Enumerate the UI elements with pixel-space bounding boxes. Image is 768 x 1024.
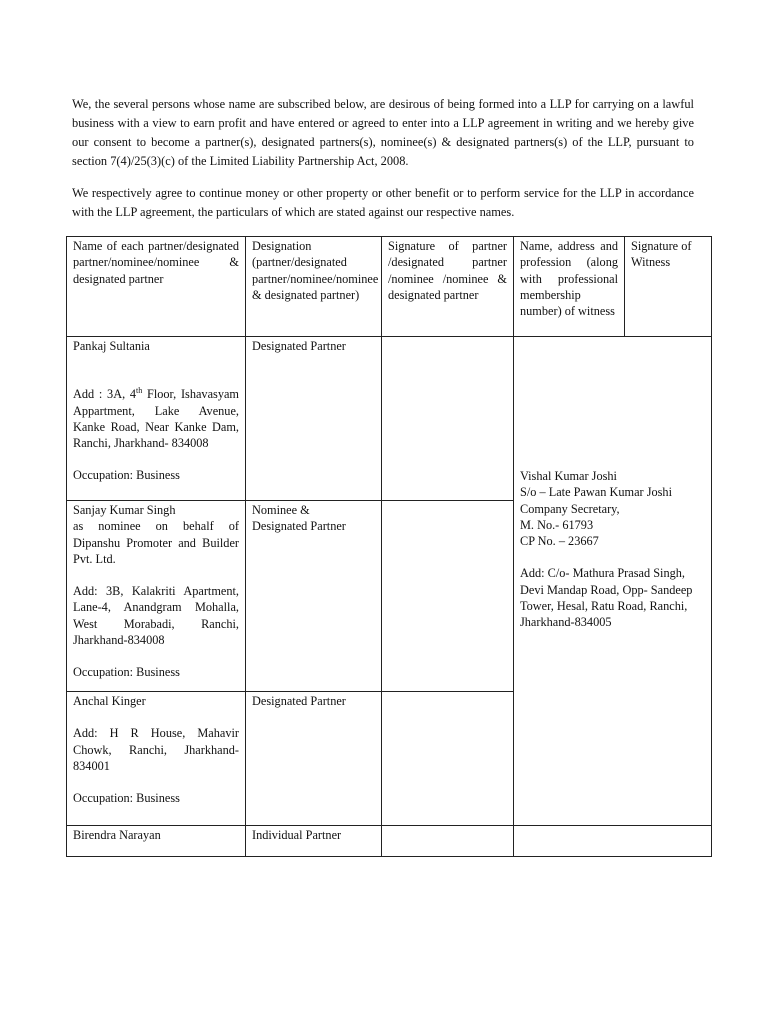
designation-cell: Designated Partner bbox=[246, 692, 382, 826]
partner-occupation: Occupation: Business bbox=[73, 791, 180, 806]
signature-cell bbox=[382, 501, 514, 692]
signature-cell bbox=[382, 337, 514, 501]
signature-cell bbox=[382, 692, 514, 826]
partner-cell bbox=[67, 337, 246, 501]
partner-name: Birendra Narayan bbox=[67, 826, 246, 857]
witness-title: Company Secretary, bbox=[520, 501, 620, 516]
partner-name: Anchal Kinger bbox=[73, 694, 146, 708]
witness-cp-number: CP No. – 23667 bbox=[520, 534, 599, 549]
partner-occupation: Occupation: Business bbox=[73, 665, 180, 680]
partner-cell bbox=[67, 692, 246, 826]
partner-nominee-line: as nominee on behalf of Dipanshu Promoter and Builder Pvt. Ltd. bbox=[73, 519, 239, 566]
header-partner-signature: Signature of partner /designated partner /nominee /nominee & designated partner bbox=[382, 237, 514, 337]
partner-name: Pankaj Sultania bbox=[73, 339, 150, 353]
header-name: Name of each partner/designated partner/nominee/nominee & designated partner bbox=[67, 237, 246, 337]
partner-address: Add: 3B, Kalakriti Apartment, Lane-4, Anandgram Mohalla, West Morabadi, Ranchi, Jharkhand-834008 bbox=[73, 584, 239, 648]
designation-cell: Nominee & Designated Partner bbox=[246, 501, 382, 692]
partner-name: Sanjay Kumar Singh bbox=[73, 503, 176, 517]
designation-cell: Individual Partner bbox=[246, 826, 382, 857]
header-designation: Designation (partner/designated partner/nominee/nominee & designated partner) bbox=[246, 237, 382, 337]
partner-address: Add : 3A, 4th Floor, Ishavasyam Appartment, Lake Avenue, Kanke Road, Near Kanke Dam, Ranchi, Jharkhand- 834008 bbox=[73, 386, 239, 451]
consent-paragraph: We, the several persons whose name are subscribed below, are desirous of being formed into a LLP for carrying on a lawful business with a view to earn profit and have entered or agreed to enter into a LLP agreement in writing and we hereby give our consent to become a partner(s), designated partners(s), nominee(s) & designated partners(s) of the LLP, pursuant to section 7(4)/25(3)(c) of the Limited Liability Partnership Act, 2008. bbox=[72, 97, 694, 168]
table-row bbox=[67, 826, 712, 857]
header-witness-details: Name, address and profession (along with professional membership number) of witness bbox=[514, 237, 625, 337]
agreement-paragraph: We respectively agree to continue money or other property or other benefit or to perform service for the LLP in accordance with the LLP agreement, the particulars of which are stated against our respective names. bbox=[72, 186, 694, 219]
witness-cell bbox=[514, 337, 712, 826]
designation-cell: Designated Partner bbox=[246, 337, 382, 501]
table-row bbox=[67, 337, 712, 501]
witness-membership: M. No.- 61793 bbox=[520, 517, 594, 532]
witness-name: Vishal Kumar Joshi bbox=[520, 469, 617, 483]
witness-address: Add: C/o- Mathura Prasad Singh, Devi Mandap Road, Opp- Sandeep Tower, Hesal, Ratu Road, Ranchi, Jharkhand-834005 bbox=[520, 566, 693, 630]
table-header-row bbox=[67, 237, 712, 337]
header-witness-signature: Signature of Witness bbox=[625, 237, 712, 337]
witness-relation: S/o – Late Pawan Kumar Joshi bbox=[520, 485, 672, 500]
partner-cell bbox=[67, 501, 246, 692]
witness-cell-empty bbox=[514, 826, 712, 857]
partners-table bbox=[66, 236, 712, 857]
partner-address: Add: H R House, Mahavir Chowk, Ranchi, Jharkhand-834001 bbox=[73, 726, 239, 773]
signature-cell bbox=[382, 826, 514, 857]
partner-occupation: Occupation: Business bbox=[73, 468, 180, 483]
